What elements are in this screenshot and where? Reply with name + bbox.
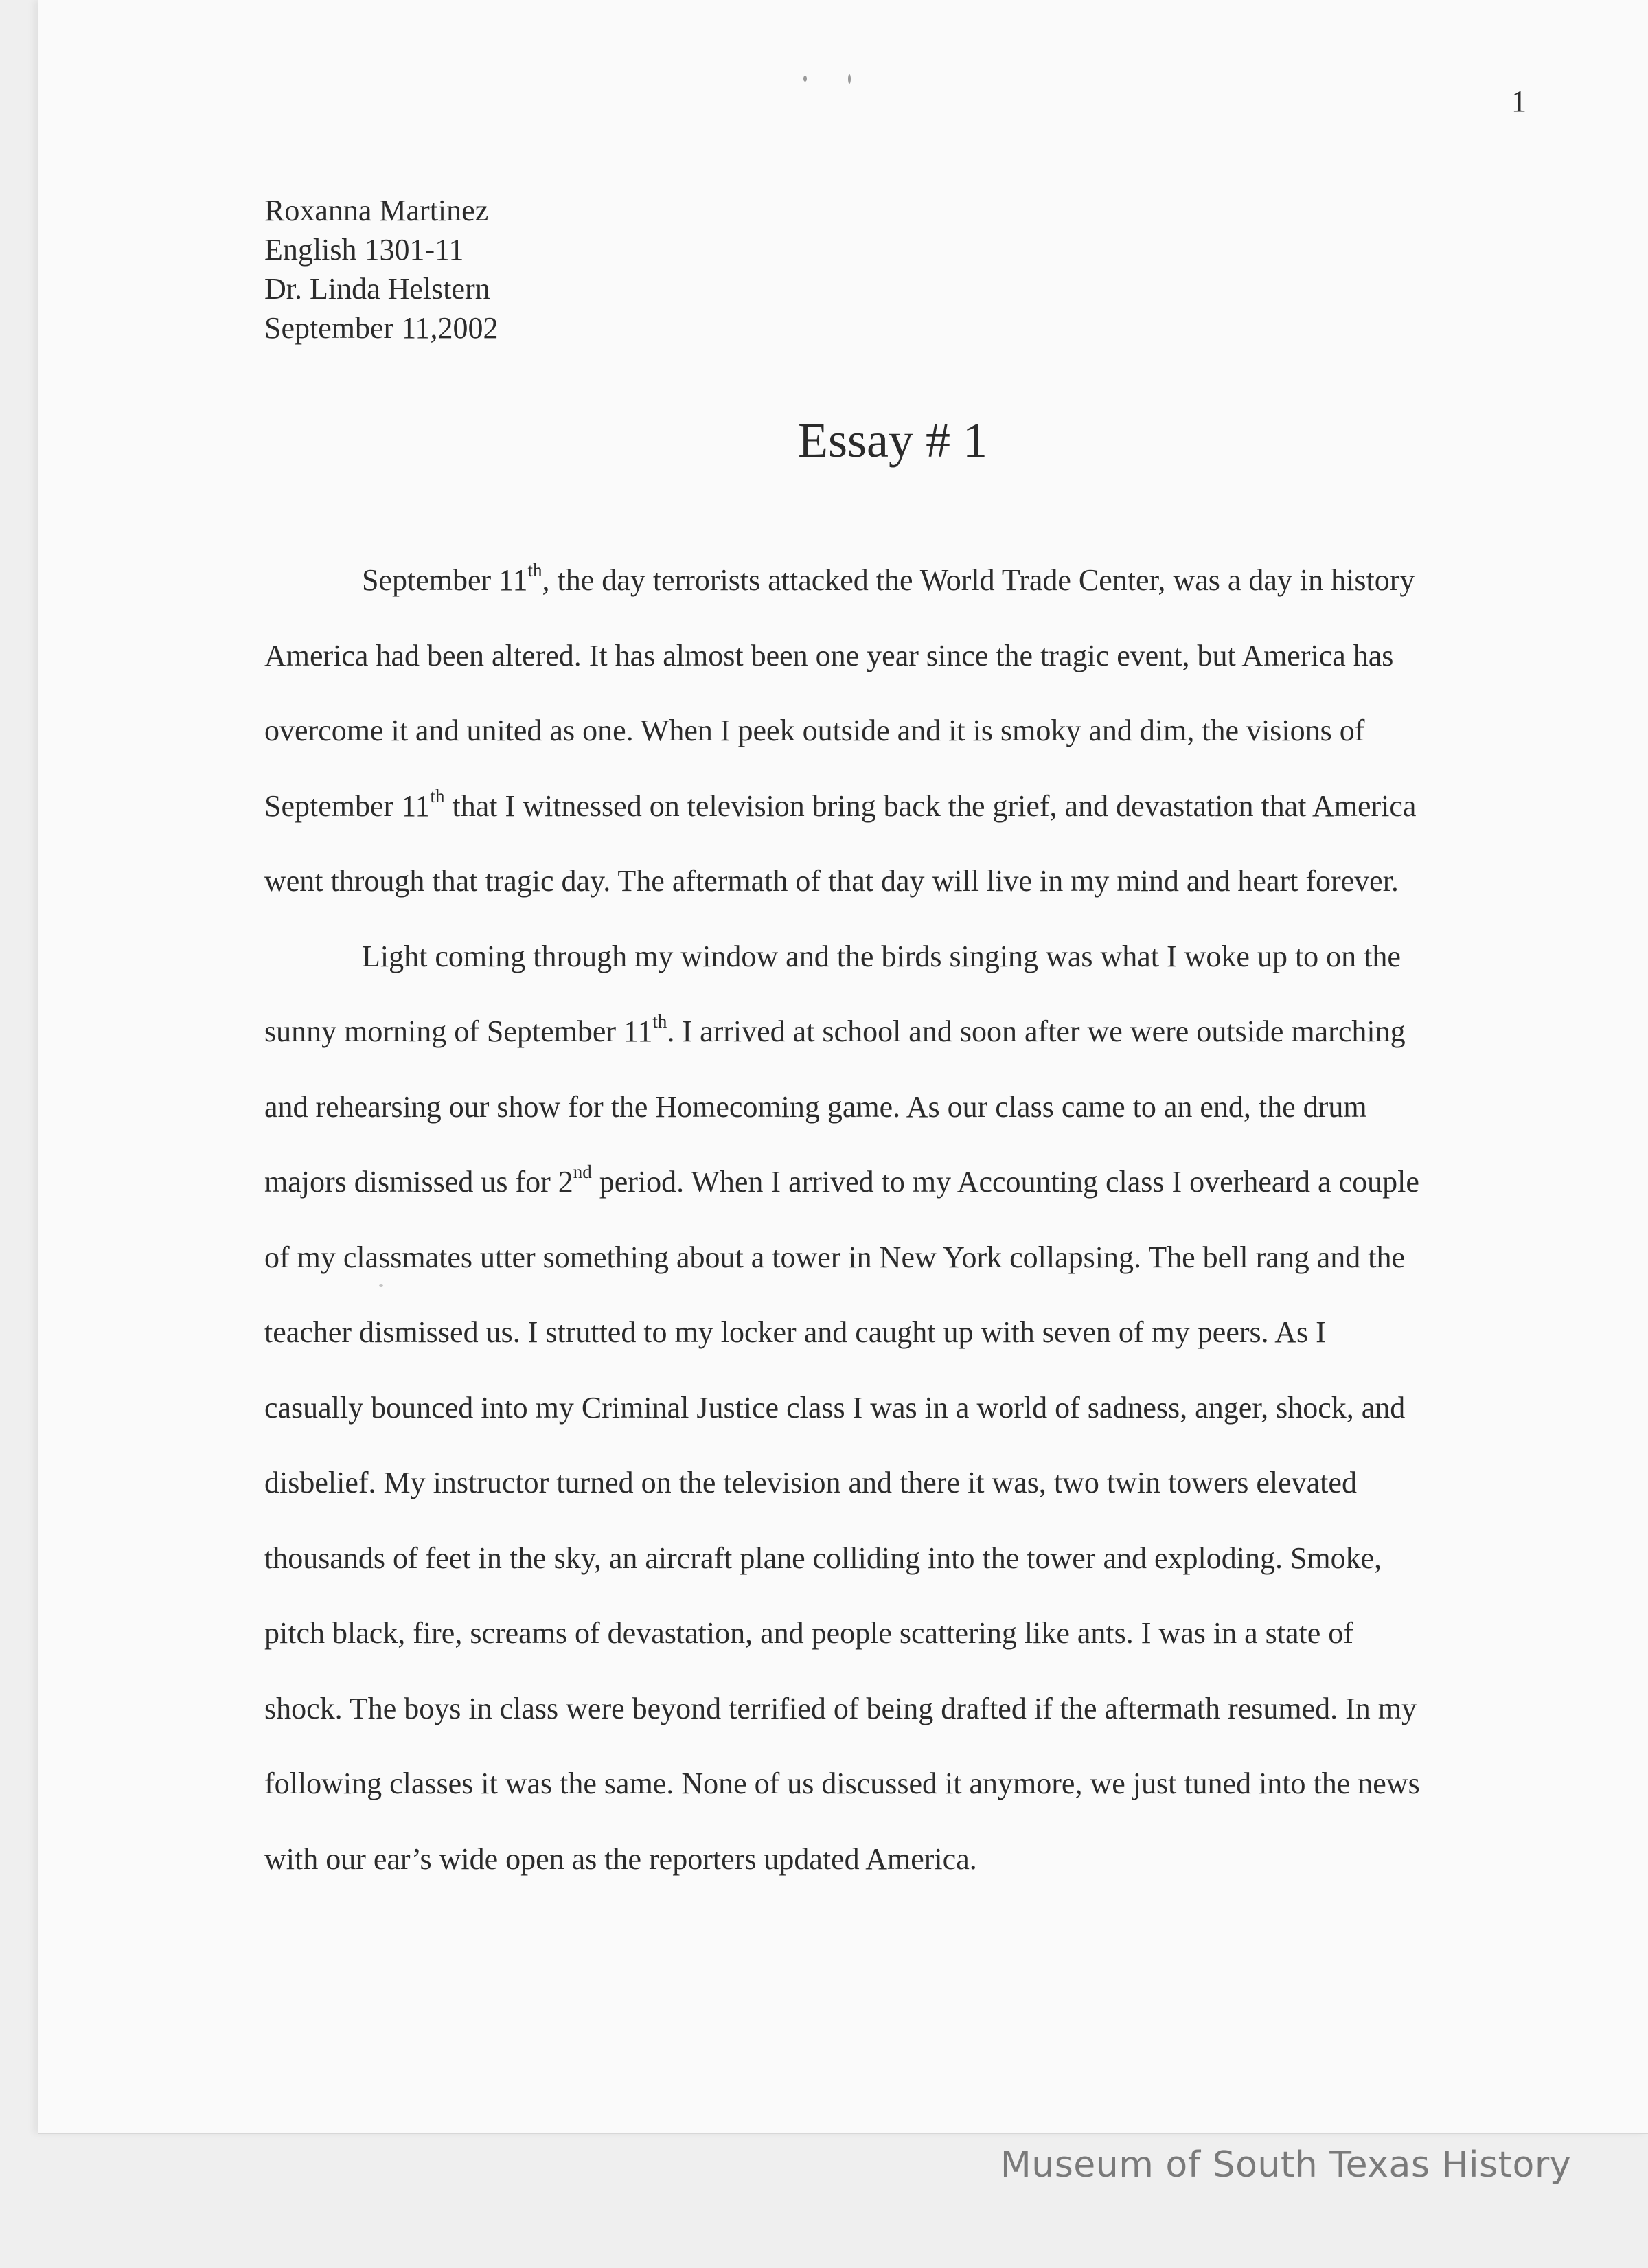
line-text: and rehearsing our show for the Homecoming game. As our class came to an end, the drum: [264, 1089, 1367, 1124]
essay-line: [264, 1370, 1521, 1446]
line-text: of my classmates utter something about a tower in New York collapsing. The bell rang and the: [264, 1240, 1406, 1274]
line-text: casually bounced into my Criminal Justice class I was in a world of sadness, anger, shock, and: [264, 1390, 1406, 1425]
ordinal-suffix: th: [652, 1011, 667, 1032]
essay-line: [264, 1746, 1521, 1822]
line-text: America had been altered. It has almost been one year since the tragic event, but America has: [264, 638, 1394, 672]
essay-line: [264, 1445, 1521, 1521]
line-text: with our ear’s wide open as the reporters updated America.: [264, 1841, 977, 1876]
essay-line: [264, 1822, 1521, 1897]
header-block: [264, 191, 499, 348]
instructor-name: Dr. Linda Helstern: [264, 272, 490, 306]
essay-line: [264, 543, 1521, 618]
line-text: shock. The boys in class were beyond terrified of being drafted if the aftermath resumed. In my: [264, 1691, 1417, 1725]
line-text: following classes it was the same. None of us discussed it anymore, we just tuned into the news: [264, 1767, 1420, 1800]
line-text: that I witnessed on television bring back the grief, and devastation that America: [444, 789, 1417, 823]
essay-line: [264, 1144, 1521, 1220]
essay-line: [264, 1521, 1521, 1596]
ordinal-suffix: th: [527, 560, 542, 580]
line-text: Light coming through my window and the birds singing was what I woke up to on the: [362, 939, 1401, 973]
course-name: English 1301-11: [264, 233, 464, 267]
scan-speck: [803, 76, 807, 82]
essay-line: [264, 843, 1521, 919]
essay-line: [264, 769, 1521, 844]
essay-line: [264, 618, 1521, 694]
essay-body: [264, 543, 1521, 1896]
essay-line: [264, 1671, 1521, 1747]
line-text: sunny morning of September 11: [264, 1014, 653, 1048]
ordinal-suffix: nd: [573, 1161, 592, 1182]
essay-paragraph: [264, 543, 1521, 919]
line-text: period. When I arrived to my Accounting class I overheard a couple: [591, 1165, 1419, 1199]
line-text: overcome it and united as one. When I peek outside and it is smoky and dim, the visions of: [264, 714, 1365, 747]
essay-line: [264, 1069, 1521, 1145]
essay-line: [264, 1220, 1521, 1295]
essay-line: [264, 1295, 1521, 1370]
line-text: thousands of feet in the sky, an aircraft plane colliding into the tower and exploding. Smoke,: [264, 1541, 1382, 1575]
page-number: 1: [1511, 84, 1526, 118]
essay-line: [264, 919, 1521, 995]
line-text: September 11: [362, 563, 528, 597]
line-text: pitch black, fire, screams of devastation, and people scattering like ants. I was in a state of: [264, 1616, 1353, 1650]
essay-title: Essay # 1: [798, 413, 987, 468]
author-name: Roxanna Martinez: [264, 194, 489, 227]
line-text: teacher dismissed us. I strutted to my locker and caught up with seven of my peers. As I: [264, 1315, 1326, 1349]
essay-line: [264, 1596, 1521, 1671]
line-text: , the day terrorists attacked the World Trade Center, was a day in history: [542, 563, 1415, 597]
ordinal-suffix: th: [430, 785, 445, 806]
essay-date: September 11,2002: [264, 311, 499, 345]
essay-line: [264, 994, 1521, 1069]
line-text: disbelief. My instructor turned on the television and there it was, two twin towers elevated: [264, 1466, 1357, 1499]
line-text: September 11: [264, 789, 431, 823]
line-text: . I arrived at school and soon after we were outside marching: [667, 1014, 1406, 1048]
document-page: [38, 0, 1648, 2134]
scan-speck: [848, 74, 851, 84]
line-text: went through that tragic day. The aftermath of that day will live in my mind and heart forever.: [264, 864, 1399, 898]
line-text: majors dismissed us for 2: [264, 1165, 573, 1199]
essay-line: [264, 693, 1521, 769]
essay-paragraph: [264, 919, 1521, 1897]
museum-watermark: Museum of South Texas History: [1000, 2144, 1571, 2186]
scan-speck: [379, 1284, 383, 1287]
